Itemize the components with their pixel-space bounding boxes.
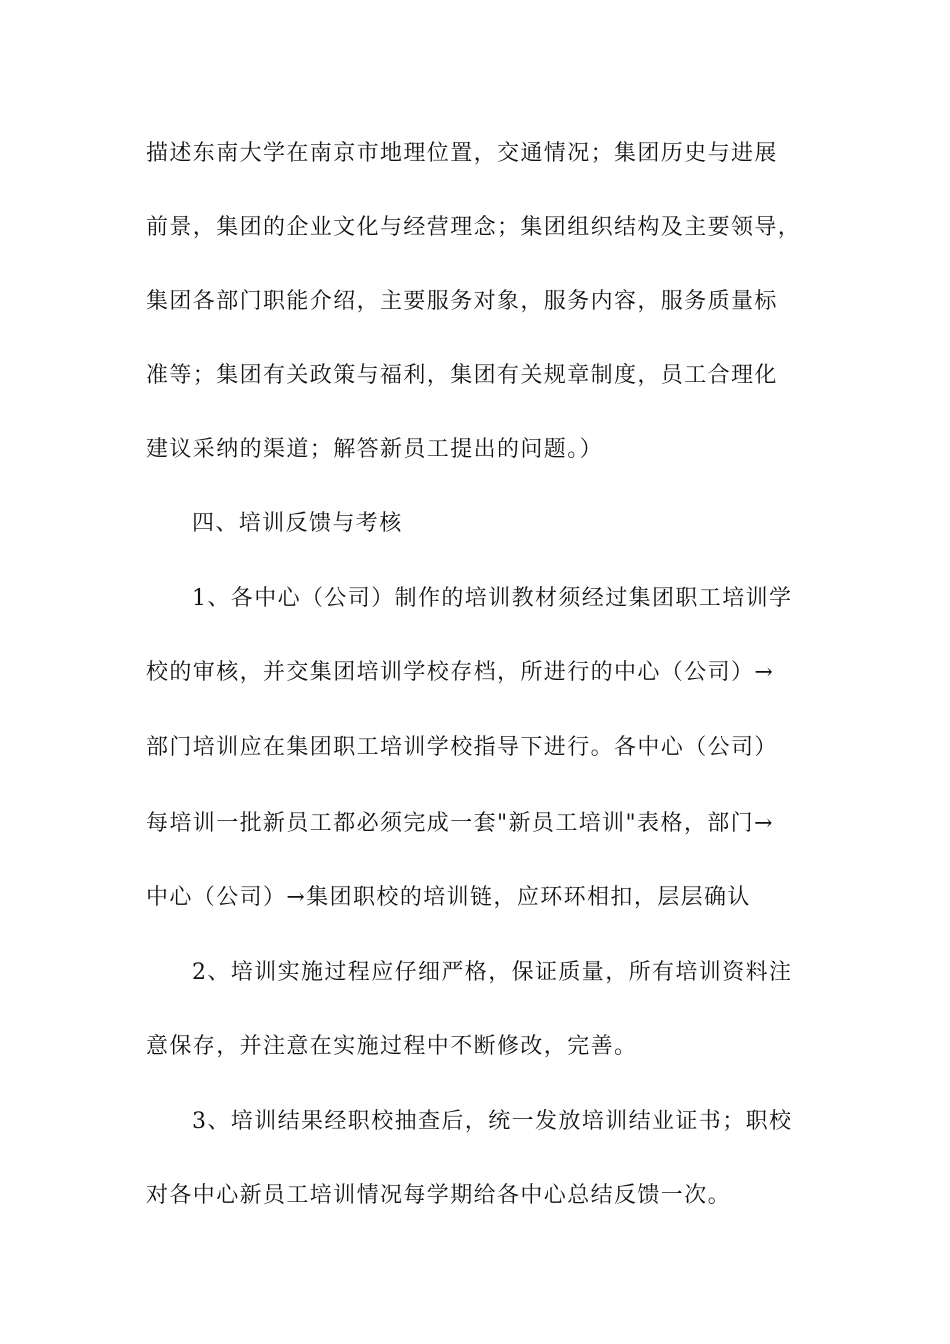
paragraph-line: 对各中心新员工培训情况每学期给各中心总结反馈一次。 (146, 1183, 732, 1208)
paragraph-line: 部门培训应在集团职工培训学校指导下进行。各中心（公司） (146, 735, 778, 760)
paragraph-line: 准等；集团有关政策与福利，集团有关规章制度，员工合理化 (146, 363, 778, 388)
section-heading: 四、培训反馈与考核 (192, 511, 403, 536)
paragraph-line: 3、培训结果经职校抽查后，统一发放培训结业证书；职校 (192, 1109, 793, 1134)
paragraph-line: 描述东南大学在南京市地理位置，交通情况；集团历史与进展 (146, 141, 778, 166)
paragraph-line: 2、培训实施过程应仔细严格，保证质量，所有培训资料注 (192, 960, 793, 985)
paragraph-line: 建议采纳的渠道；解答新员工提出的问题。） (146, 437, 604, 462)
paragraph-line: 集团各部门职能介绍，主要服务对象，服务内容，服务质量标 (146, 289, 778, 314)
paragraph-line: 意保存，并注意在实施过程中不断修改，完善。 (146, 1034, 638, 1059)
paragraph-line: 校的审核，并交集团培训学校存档，所进行的中心（公司）→ (146, 660, 775, 685)
paragraph-line: 1、各中心（公司）制作的培训教材须经过集团职工培训学 (192, 586, 793, 611)
paragraph-line: 前景，集团的企业文化与经营理念；集团组织结构及主要领导， (146, 215, 802, 240)
paragraph-line: 中心（公司）→集团职校的培训链，应环环相扣，层层确认 (146, 885, 751, 910)
paragraph-line: 每培训一批新员工都必须完成一套"新员工培训"表格，部门→ (146, 811, 774, 836)
